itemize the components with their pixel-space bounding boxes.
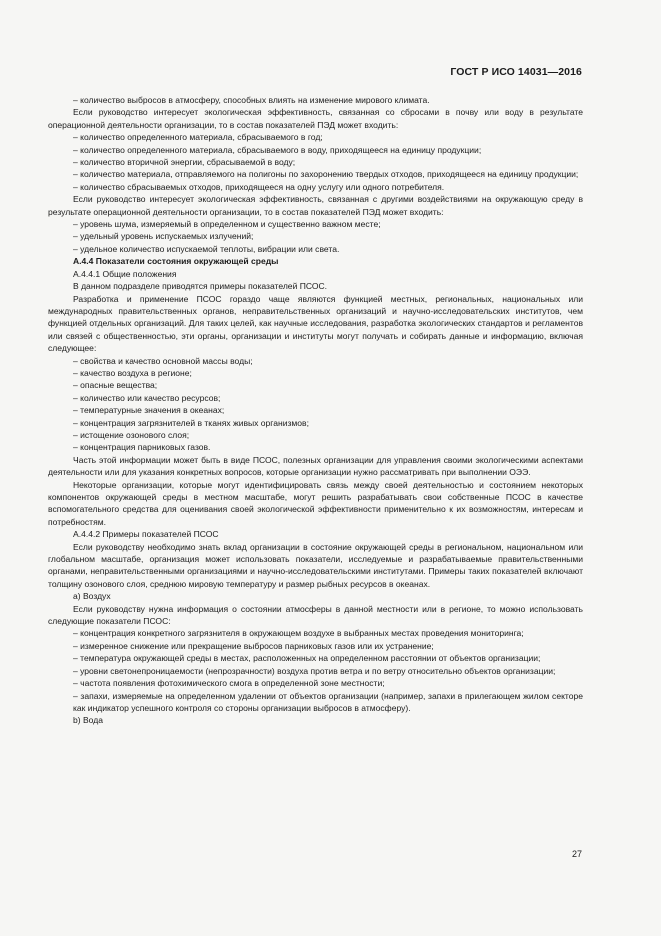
paragraph: Некоторые организации, которые могут идентифицировать связь между своей деятельностью и состоянием некоторых компонентов окружающей среды в местном масштабе, могут решить разрабатывать свои собственные ПСОС в качестве вспомогательного средства для оценивания своей экологической эффективности применительно к их возможностям, интересам и потребностям. [48,479,583,527]
subsection-heading: А.4.4.1 Общие положения [73,268,177,279]
list-item: – температурные значения в океанах; [73,405,225,416]
enumerated-heading: b) Вода [73,715,103,726]
list-item: – удельный уровень испускаемых излучений; [73,231,254,242]
list-item: – измеренное снижение или прекращение выбросов парниковых газов или их устранение; [73,640,434,651]
paragraph: Если руководство интересует экологическая эффективность, связанная с другими воздействиями на окружающую среду в результате операционной деятельности организации, то в состав показателей ПЭД может входить: [48,194,583,217]
list-item: – количество определенного материала, сбрасываемого в воду, приходящееся на единицу продукции; [73,144,482,155]
paragraph: Если руководству необходимо знать вклад организации в состояние окружающей среды в региональном, национальном или глобальном масштабе, организация может использовать показатели, исследуемые и разрабатываемые правительственными органами, неправительственными организациями и научно-исследовательскими институтами. Примеры таких показателей включают толщину озонового слоя, среднюю мировую температуру и размер рыбных ресурсов в океанах. [48,541,583,589]
list-item: – частота появления фотохимического смога в определенной зоне местности; [73,678,385,689]
paragraph: Если руководство интересует экологическая эффективность, связанная со сбросами в почву или воду в результате операционной деятельности организации, то в состав показателей ПЭД может входить: [48,107,583,130]
section-heading: А.4.4 Показатели состояния окружающей среды [73,256,279,267]
list-item: – температура окружающей среды в местах, расположенных на определенном расстоянии от объектов организации; [73,653,541,664]
paragraph: Часть этой информации может быть в виде ПСОС, полезных организации для управления своими экологическими аспектами деятельности или для указания конкретных вопросов, которые организации нужно рассматривать при выполнении ОЭЭ. [48,454,583,478]
page-body [48,94,583,727]
paragraph: Если руководству нужна информация о состоянии атмосферы в данной местности или в регионе, то можно использовать следующие показатели ПСОС: [48,603,583,627]
list-item: – свойства и качество основной массы воды; [73,355,253,366]
list-item: – концентрация парниковых газов. [73,442,211,453]
list-item: – количество выбросов в атмосферу, способных влиять на изменение мирового климата. [73,95,430,105]
page-number: 27 [571,849,582,859]
list-item: – истощение озонового слоя; [73,429,190,440]
list-item: – концентрация конкретного загрязнителя в окружающем воздухе в выбранных местах проведения мониторинга; [73,628,524,639]
list-item: – количество сбрасываемых отходов, приходящееся на одну услугу или одного потребителя. [73,181,445,192]
document-header: ГОСТ Р ИСО 14031—2016 [450,66,582,78]
list-item: – качество воздуха в регионе; [73,367,192,378]
list-item: – удельное количество испускаемой теплоты, вибрации или света. [73,243,340,254]
list-item: – опасные вещества; [73,380,158,391]
paragraph: В данном подразделе приводятся примеры показателей ПСОС. [73,281,328,292]
list-item: – запахи, измеряемые на определенном удалении от объектов организации (например, запахи в прилегающем жилом секторе как индикатор успешного контроля со стороны организации выбросов в атмосферу). [73,690,583,713]
list-item: – уровень шума, измеряемый в определенном и существенно важном месте; [73,219,381,230]
list-item: – количество материала, отправляемого на полигоны по захоронению твердых отходов, приходящееся на единицу продукции; [73,169,579,180]
list-item: – количество определенного материала, сбрасываемого в год; [73,132,323,143]
subsection-heading: А.4.4.2 Примеры показателей ПСОС [73,529,219,540]
paragraph: Разработка и применение ПСОС гораздо чаще являются функцией местных, региональных, национальных или международных правительственных органов, неправительственных организаций и научно-исследовательских институтов, чем функцией отдельных организаций. Для таких целей, как научные исследования, разработка экологических стандартов и регламентов или связей с общественностью, эти органы, организации и институты могут получать и собирать данные и информацию, включая следующее: [48,293,583,354]
list-item: – уровни светонепроницаемости (непрозрачности) воздуха против ветра и по ветру относительно объектов организации; [73,665,556,676]
list-item: – количество или качество ресурсов; [73,392,221,403]
list-item: – концентрация загрязнителей в тканях живых организмов; [73,417,309,428]
enumerated-heading: a) Воздух [73,591,111,602]
list-item: – количество вторичной энергии, сбрасываемой в воду; [73,157,296,168]
